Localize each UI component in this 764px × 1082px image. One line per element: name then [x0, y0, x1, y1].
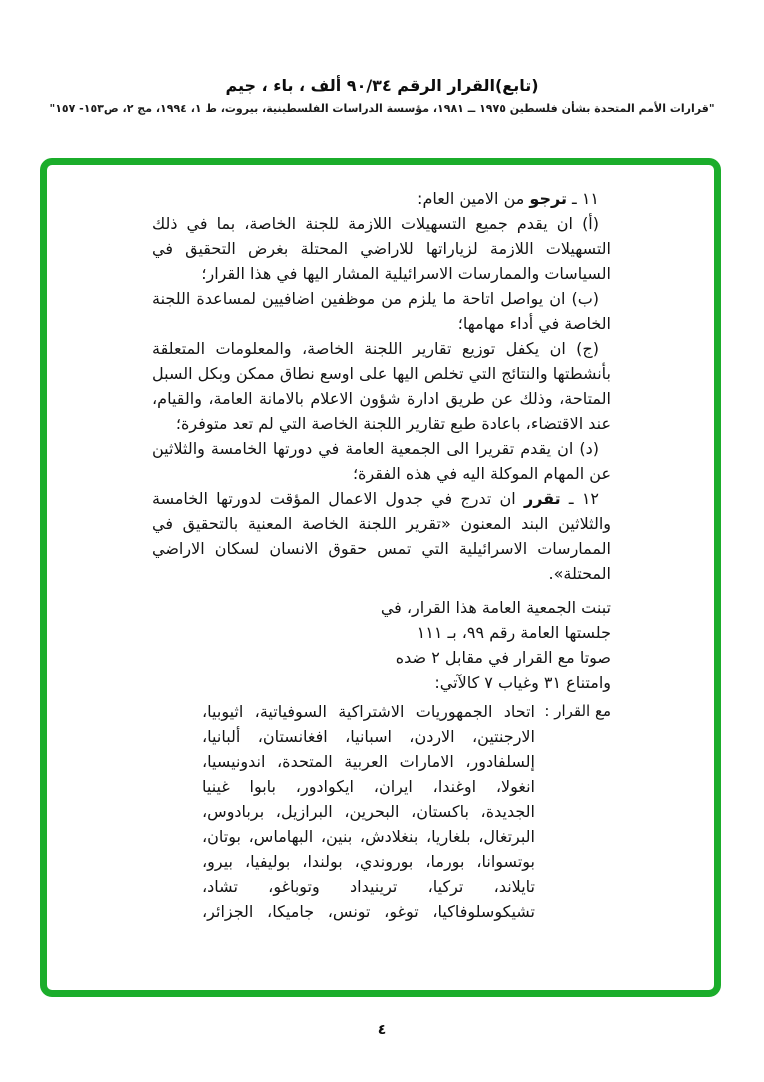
country-line: الجديدة، باكستان، البحرين، البرازيل، بربادوس، — [202, 802, 535, 821]
paragraph-12-number: ١٢ ـ — [560, 489, 599, 508]
paragraph-12-verb: تقرر — [523, 489, 561, 508]
subparagraph-c: (ج) ان يكفل توزيع تقارير اللجنة الخاصة، والمعلومات المتعلقة بأنشطتها والنتائج التي تخلص اليها على اوسع نطاق ممكن وبكل السبل المتاحة، وذلك عن طريق ادارة شؤون الاعلام بالامانة العامة، والقيام، عند الاقتضاء، باعادة طبع تقارير اللجنة الخاصة التي لم تعد متوفرة؛ — [152, 339, 611, 433]
resolution-body — [152, 186, 611, 924]
paragraph-12-text: ان تدرج في جدول الاعمال المؤقت لدورتها الخامسة والثلاثين البند المعنون «تقرير اللجنة الخاصة المعنية بالتحقيق في الممارسات الاسرائيلية التي تمس حقوق الانسان لسكان الاراضي المحتلة». — [152, 489, 611, 583]
country-line: انغولا، اوغندا، ايران، ايكوادور، بابوا غينيا — [202, 777, 535, 796]
paragraph-11-verb: ترجو — [529, 189, 567, 208]
paragraph-11-text: من الامين العام: — [417, 189, 530, 208]
paragraph-11-number: ١١ ـ — [566, 189, 599, 208]
adoption-note — [152, 595, 611, 695]
subparagraph-d: (د) ان يقدم تقريرا الى الجمعية العامة في دورتها الخامسة والثلاثين عن المهام الموكلة اليه في هذه الفقرة؛ — [152, 439, 611, 483]
vote-with-block — [152, 699, 611, 924]
adoption-note-line: جلستها العامة رقم ٩٩، بـ ١١١ — [416, 623, 611, 642]
adoption-note-line: صوتا مع القرار في مقابل ٢ ضده — [395, 648, 611, 667]
country-line: تايلاند، تركيا، ترينيداد وتوباغو، تشاد، — [202, 877, 535, 896]
subparagraph-a: (أ) ان يقدم جميع التسهيلات اللازمة للجنة الخاصة، بما في ذلك التسهيلات اللازمة لزياراتها للاراضي المحتلة بغرض التحقيق في السياسات والممارسات الاسرائيلية المشار اليها في هذا القرار؛ — [152, 214, 611, 283]
country-line: تشيكوسلوفاكيا، توغو، تونس، جاميكا، الجزائر، — [202, 902, 535, 921]
green-highlight-frame — [40, 158, 721, 997]
page-number: ٤ — [377, 1022, 387, 1038]
country-line: اتحاد الجمهوريات الاشتراكية السوفياتية، اثيوبيا، — [202, 702, 535, 721]
country-line: بوتسوانا، بورما، بوروندي، بولندا، بوليفيا، بيرو، — [202, 852, 535, 871]
document-header — [0, 76, 764, 115]
country-line: الارجنتين، الاردن، اسبانيا، افغانستان، ألبانيا، — [202, 727, 535, 746]
adoption-note-line: تبنت الجمعية العامة هذا القرار، في — [380, 598, 611, 617]
adoption-note-line: وامتناع ٣١ وغياب ٧ كالآتي: — [434, 673, 611, 692]
source-citation: "قرارات الأمم المتحدة بشأن فلسطين ١٩٧٥ ــ ١٩٨١، مؤسسة الدراسات الفلسطينية، بيروت، ط ١، ١٩٩٤، مج ٢، ص١٥٣- ١٥٧" — [49, 102, 715, 115]
paragraph-12 — [152, 486, 611, 586]
paragraph-11 — [152, 186, 611, 211]
subparagraph-b: (ب) ان يواصل اتاحة ما يلزم من موظفين اضافيين لمساعدة اللجنة الخاصة في أداء مهامها؛ — [152, 289, 611, 333]
page-title: (تابع)القرار الرقم ٩٠/٣٤ ألف ، باء ، جيم — [225, 76, 539, 95]
country-line: البرتغال، بلغاريا، بنغلادش، بنين، البهاماس، بوتان، — [202, 827, 535, 846]
country-line: إلسلفادور، الامارات العربية المتحدة، اندونيسيا، — [202, 752, 535, 771]
vote-with-label: مع القرار : — [544, 702, 611, 720]
